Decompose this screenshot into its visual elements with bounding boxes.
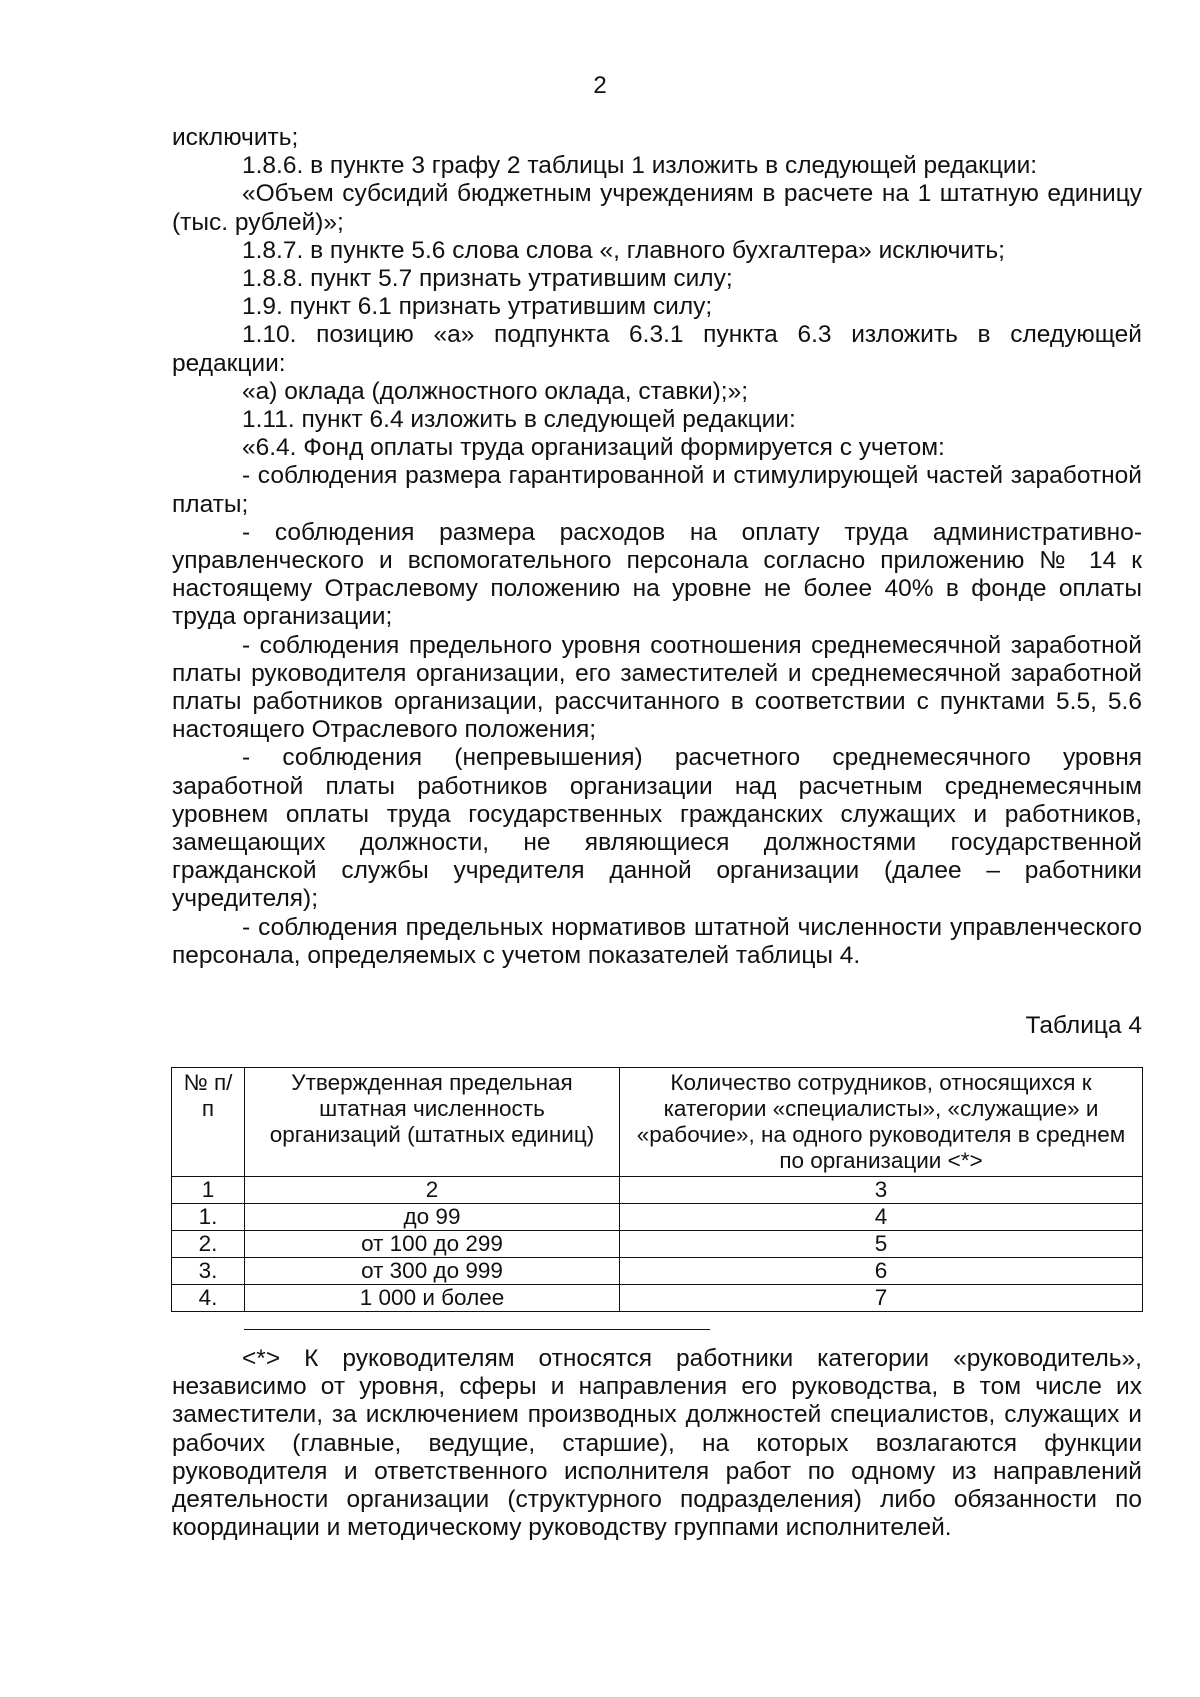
table-cell: до 99 xyxy=(245,1204,620,1231)
table-row xyxy=(172,1258,1143,1285)
table-row xyxy=(172,1177,1143,1204)
table-cell: 6 xyxy=(620,1258,1143,1285)
paragraph: «6.4. Фонд оплаты труда организаций формируется с учетом: xyxy=(242,434,945,462)
footnote: <*> К руководителям относятся работники категории «руководитель», независимо от уровня, сферы и направления его руководства, в том числе их заместители, за исключением производных должностей специалистов, служащих и рабочих (главные, ведущие, старшие), на которых возлагаются функции руководителя и ответственного исполнителя работ по одному из направлений деятельности организации (структурного подразделения) либо обязанности по координации и методическому руководству группами исполнителей. xyxy=(172,1345,1142,1542)
table-cell: 2 xyxy=(245,1177,620,1204)
table-row xyxy=(172,1285,1143,1312)
table-cell: 3 xyxy=(620,1177,1143,1204)
paragraph: 1.11. пункт 6.4 изложить в следующей редакции: xyxy=(242,406,796,434)
table-row xyxy=(172,1204,1143,1231)
paragraph: - соблюдения размера расходов на оплату труда административно-управленческого и вспомогательного персонала согласно приложению № 14 к настоящему Отраслевому положению на уровне не более 40% в фонде оплаты труда организации; xyxy=(172,518,1142,631)
paragraph: 1.8.8. пункт 5.7 признать утратившим силу; xyxy=(242,265,733,293)
table-cell: 4. xyxy=(172,1285,245,1312)
staffing-norms-table xyxy=(171,1067,1143,1312)
table-cell: от 300 до 999 xyxy=(245,1258,620,1285)
header-cell-staff-count: Утвержденная предельная штатная численность организаций (штатных единиц) xyxy=(245,1068,620,1177)
table-cell: 5 xyxy=(620,1231,1143,1258)
paragraph: 1.8.6. в пункте 3 графу 2 таблицы 1 изложить в следующей редакции: xyxy=(242,152,1038,180)
table-cell: 3. xyxy=(172,1258,245,1285)
paragraph: - соблюдения предельных нормативов штатной численности управленческого персонала, определяемых с учетом показателей таблицы 4. xyxy=(172,913,1142,969)
footnote-divider xyxy=(244,1329,710,1330)
table-cell: от 100 до 299 xyxy=(245,1231,620,1258)
table-caption: Таблица 4 xyxy=(1025,1012,1142,1039)
page-number: 2 xyxy=(593,72,607,99)
table-header-row xyxy=(172,1068,1143,1177)
body-text xyxy=(172,124,1142,970)
table-cell: 1 000 и более xyxy=(245,1285,620,1312)
table-cell: 4 xyxy=(620,1204,1143,1231)
table-cell: 1 xyxy=(172,1177,245,1204)
paragraph: 1.10. позицию «а» подпункта 6.3.1 пункта 6.3 изложить в следующей редакции: xyxy=(172,321,1142,377)
paragraph: исключить; xyxy=(172,124,299,151)
table-cell: 2. xyxy=(172,1231,245,1258)
table-row xyxy=(172,1231,1143,1258)
table-cell: 1. xyxy=(172,1204,245,1231)
paragraph: - соблюдения (непревышения) расчетного среднемесячного уровня заработной платы работников организации над расчетным среднемесячным уровнем оплаты труда государственных гражданских служащих и работников, замещающих должности, не являющиеся должностями государственной гражданской службы учредителя данной организации (далее – работники учредителя); xyxy=(172,744,1142,913)
paragraph: - соблюдения предельного уровня соотношения среднемесячной заработной платы руководителя организации, его заместителей и среднемесячной заработной платы работников организации, рассчитанного в соответствии с пунктами 5.5, 5.6 настоящего Отраслевого положения; xyxy=(172,631,1142,744)
paragraph: - соблюдения размера гарантированной и стимулирующей частей заработной платы; xyxy=(172,462,1142,518)
table-cell: 7 xyxy=(620,1285,1143,1312)
header-cell-employees-per-manager: Количество сотрудников, относящихся к категории «специалисты», «служащие» и «рабочие», на одного руководителя в среднем по организации <*> xyxy=(620,1068,1143,1177)
paragraph: «а) оклада (должностного оклада, ставки);»; xyxy=(242,377,749,405)
paragraph: 1.9. пункт 6.1 признать утратившим силу; xyxy=(242,293,713,321)
paragraph: «Объем субсидий бюджетным учреждениям в расчете на 1 штатную единицу (тыс. рублей)»; xyxy=(172,180,1142,236)
paragraph: 1.8.7. в пункте 5.6 слова слова «, главного бухгалтера» исключить; xyxy=(242,236,1005,264)
header-cell-number: № п/п xyxy=(172,1068,245,1177)
